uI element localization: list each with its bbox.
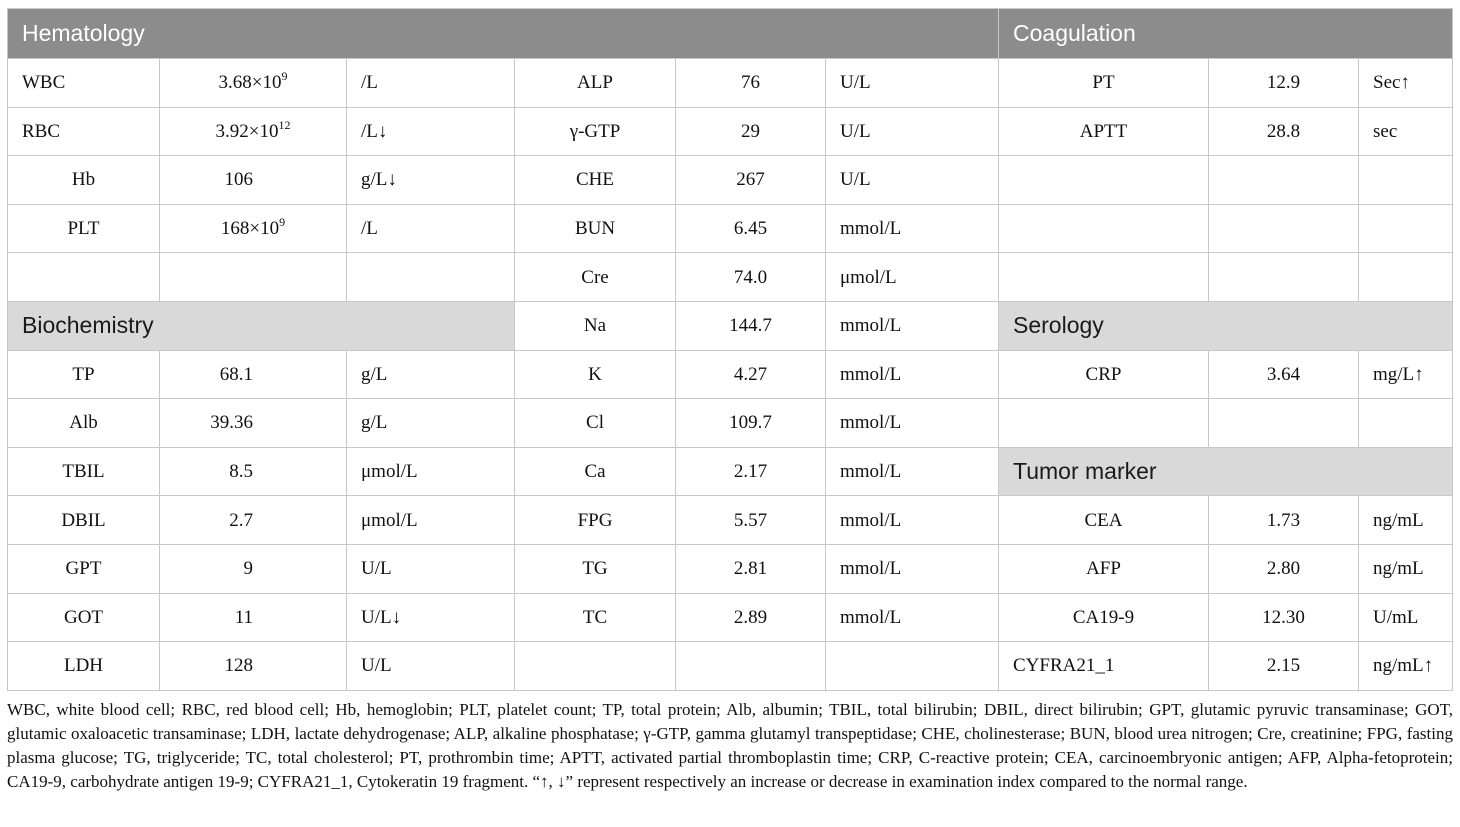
test-unit: /L xyxy=(347,59,515,108)
test-unit: ng/mL xyxy=(1359,544,1453,593)
table-row xyxy=(8,156,1453,205)
test-unit: mg/L↑ xyxy=(1359,350,1453,399)
test-value: $3.68\times 10^9$ xyxy=(160,59,347,108)
test-value: 74.0 xyxy=(676,253,826,302)
test-unit: U/L xyxy=(826,59,999,108)
test-value: 2.17 xyxy=(676,447,826,496)
section-coagulation: Coagulation xyxy=(999,9,1453,59)
test-unit: ng/mL xyxy=(1359,496,1453,545)
test-value: 6.45 xyxy=(676,204,826,253)
section-tumor-marker: Tumor marker xyxy=(999,447,1453,496)
section-serology: Serology xyxy=(999,301,1453,350)
test-unit: mmol/L xyxy=(826,301,999,350)
test-value: 4.27 xyxy=(676,350,826,399)
test-unit: U/L xyxy=(347,642,515,691)
test-unit: mmol/L xyxy=(826,447,999,496)
test-name: BUN xyxy=(515,204,676,253)
test-value: 39.36 xyxy=(160,399,347,448)
empty-cell xyxy=(1209,204,1359,253)
test-name: Hb xyxy=(8,156,160,205)
test-name: Ca xyxy=(515,447,676,496)
test-name: ALP xyxy=(515,59,676,108)
test-value: 29 xyxy=(676,107,826,156)
test-name: DBIL xyxy=(8,496,160,545)
test-value: 9 xyxy=(160,544,347,593)
table-row xyxy=(8,447,1453,496)
test-unit: ng/mL↑ xyxy=(1359,642,1453,691)
test-name: CA19-9 xyxy=(999,593,1209,642)
test-name: TC xyxy=(515,593,676,642)
test-name: Cl xyxy=(515,399,676,448)
test-value: 144.7 xyxy=(676,301,826,350)
test-unit: μmol/L xyxy=(826,253,999,302)
test-name: CEA xyxy=(999,496,1209,545)
table-row xyxy=(8,496,1453,545)
test-value: 2.81 xyxy=(676,544,826,593)
test-value: 68.1 xyxy=(160,350,347,399)
test-unit: U/L xyxy=(826,156,999,205)
test-value: $3.92\times 10^{12}$ xyxy=(160,107,347,156)
empty-cell xyxy=(1359,156,1453,205)
empty-cell xyxy=(1359,399,1453,448)
test-name: GPT xyxy=(8,544,160,593)
empty-cell xyxy=(826,642,999,691)
section-biochemistry: Biochemistry xyxy=(8,301,515,350)
test-name: AFP xyxy=(999,544,1209,593)
test-name: Cre xyxy=(515,253,676,302)
table-row xyxy=(8,350,1453,399)
table-row xyxy=(8,399,1453,448)
test-name: Alb xyxy=(8,399,160,448)
empty-cell xyxy=(1209,156,1359,205)
test-unit: g/L↓ xyxy=(347,156,515,205)
test-name: γ-GTP xyxy=(515,107,676,156)
test-name: RBC xyxy=(8,107,160,156)
test-name: CHE xyxy=(515,156,676,205)
test-unit: U/L xyxy=(347,544,515,593)
test-name: WBC xyxy=(8,59,160,108)
empty-cell xyxy=(8,253,160,302)
test-unit: U/L xyxy=(826,107,999,156)
test-name: CRP xyxy=(999,350,1209,399)
empty-cell xyxy=(160,253,347,302)
test-value: 267 xyxy=(676,156,826,205)
test-name: FPG xyxy=(515,496,676,545)
table-row xyxy=(8,301,1453,350)
table-row xyxy=(8,204,1453,253)
test-value: 2.89 xyxy=(676,593,826,642)
test-name: TG xyxy=(515,544,676,593)
empty-cell xyxy=(1209,253,1359,302)
test-unit: mmol/L xyxy=(826,350,999,399)
section-hematology: Hematology xyxy=(8,9,999,59)
test-value: 2.7 xyxy=(160,496,347,545)
test-unit: mmol/L xyxy=(826,204,999,253)
test-value: 106 xyxy=(160,156,347,205)
test-unit: mmol/L xyxy=(826,593,999,642)
test-unit: /L xyxy=(347,204,515,253)
table-row xyxy=(8,253,1453,302)
empty-cell xyxy=(999,253,1209,302)
test-unit: U/mL xyxy=(1359,593,1453,642)
lab-results-table xyxy=(7,8,1453,691)
test-unit: mmol/L xyxy=(826,544,999,593)
test-name: TP xyxy=(8,350,160,399)
empty-cell xyxy=(1209,399,1359,448)
empty-cell xyxy=(999,399,1209,448)
test-name: PT xyxy=(999,59,1209,108)
table-row xyxy=(8,593,1453,642)
empty-cell xyxy=(515,642,676,691)
test-name: TBIL xyxy=(8,447,160,496)
test-value: 8.5 xyxy=(160,447,347,496)
header-row xyxy=(8,9,1453,59)
test-unit: U/L↓ xyxy=(347,593,515,642)
test-value: 128 xyxy=(160,642,347,691)
test-unit: mmol/L xyxy=(826,496,999,545)
test-value: 109.7 xyxy=(676,399,826,448)
test-unit: /L↓ xyxy=(347,107,515,156)
test-value: 76 xyxy=(676,59,826,108)
table-footnote: WBC, white blood cell; RBC, red blood cell; Hb, hemoglobin; PLT, platelet count; TP, total protein; Alb, albumin; TBIL, total bilirubin; DBIL, direct bilirubin; GPT, glutamic pyruvic transaminase; GOT, glutamic oxaloacetic transaminase; LDH, lactate dehydrogenase; ALP, alkaline phosphatase; γ-GTP, gamma glutamyl transpeptidase; CHE, cholinesterase; BUN, blood urea nitrogen; Cre, creatinine; FPG, fasting plasma glucose; TG, triglyceride; TC, total cholesterol; PT, prothrombin time; APTT, activated partial thromboplastin time; CRP, C-reactive protein; CEA, carcinoembryonic antigen; AFP, Alpha-fetoprotein; CA19-9, carbohydrate antigen 19-9; CYFRA21_1, Cytokeratin 19 fragment. “↑, ↓” represent respectively an increase or decrease in examination index compared to the normal range. xyxy=(7,700,1453,791)
test-name: CYFRA21_1 xyxy=(999,642,1209,691)
empty-cell xyxy=(1359,253,1453,302)
test-value: 1.73 xyxy=(1209,496,1359,545)
test-value: $168\times 10^9$ xyxy=(160,204,347,253)
test-unit: μmol/L xyxy=(347,496,515,545)
table-row xyxy=(8,107,1453,156)
empty-cell xyxy=(676,642,826,691)
test-value: 5.57 xyxy=(676,496,826,545)
test-unit: mmol/L xyxy=(826,399,999,448)
test-name: PLT xyxy=(8,204,160,253)
test-value: 12.30 xyxy=(1209,593,1359,642)
test-name: GOT xyxy=(8,593,160,642)
test-unit: Sec↑ xyxy=(1359,59,1453,108)
test-value: 2.80 xyxy=(1209,544,1359,593)
table-row xyxy=(8,544,1453,593)
test-value: 11 xyxy=(160,593,347,642)
test-name: APTT xyxy=(999,107,1209,156)
test-unit: μmol/L xyxy=(347,447,515,496)
test-unit: sec xyxy=(1359,107,1453,156)
test-name: LDH xyxy=(8,642,160,691)
test-name: Na xyxy=(515,301,676,350)
test-value: 3.64 xyxy=(1209,350,1359,399)
test-value: 28.8 xyxy=(1209,107,1359,156)
test-value: 2.15 xyxy=(1209,642,1359,691)
table-row xyxy=(8,642,1453,691)
empty-cell xyxy=(347,253,515,302)
table-row xyxy=(8,59,1453,108)
empty-cell xyxy=(999,204,1209,253)
empty-cell xyxy=(999,156,1209,205)
test-unit: g/L xyxy=(347,399,515,448)
test-unit: g/L xyxy=(347,350,515,399)
empty-cell xyxy=(1359,204,1453,253)
test-name: K xyxy=(515,350,676,399)
test-value: 12.9 xyxy=(1209,59,1359,108)
